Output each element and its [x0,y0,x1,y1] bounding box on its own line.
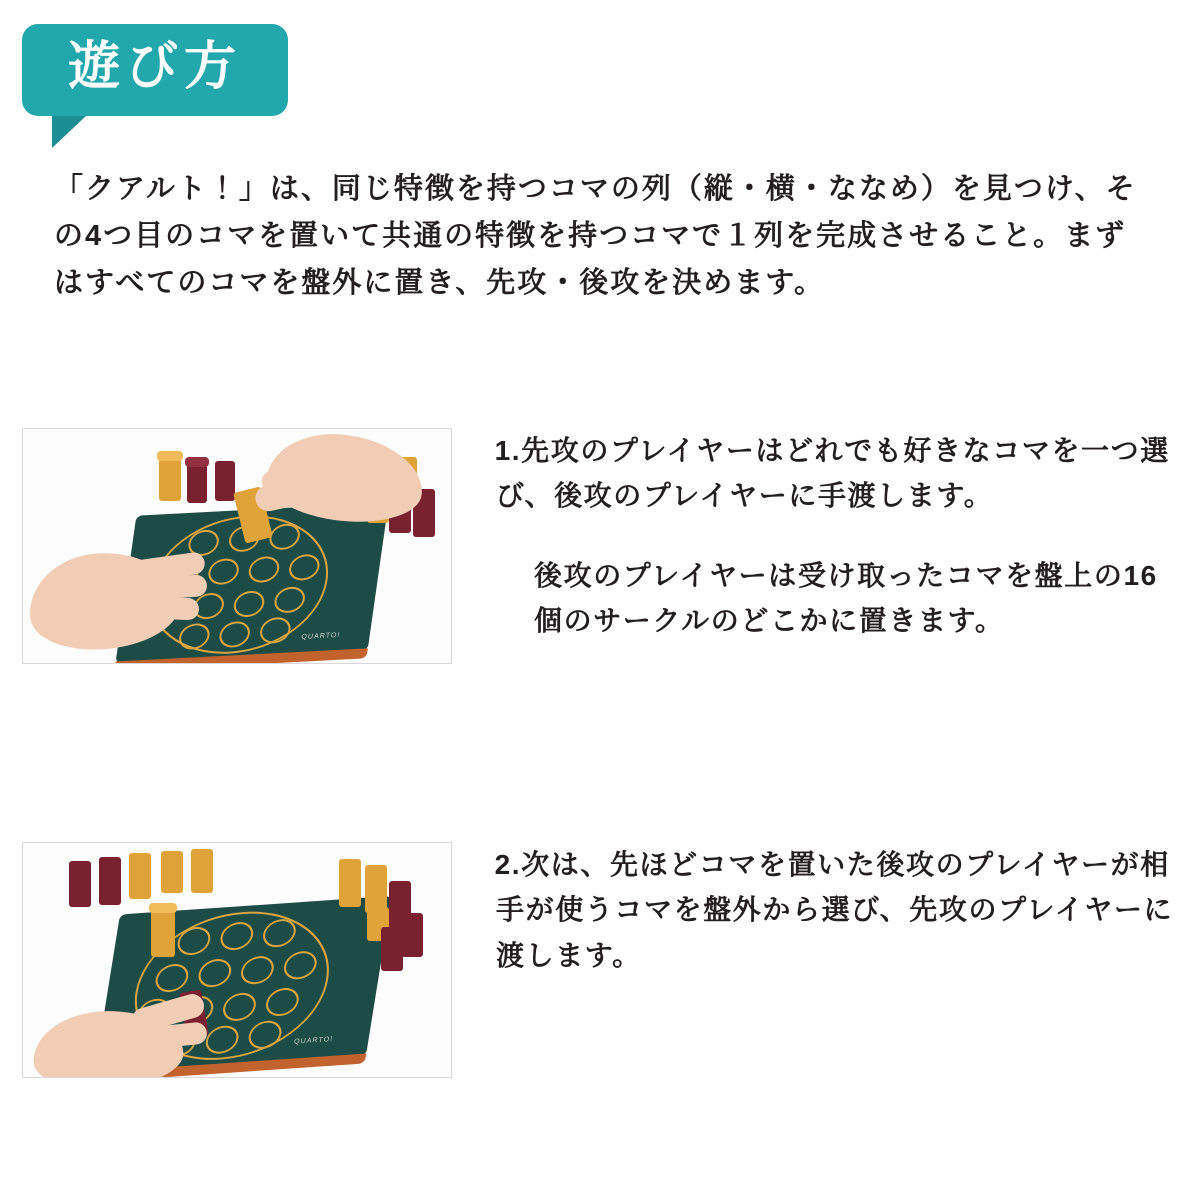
step-1 [22,428,1182,664]
game-piece-top [149,903,177,913]
game-piece [381,927,403,971]
game-piece-on-board [151,909,175,957]
game-piece [161,851,183,893]
heading-label: 遊び方 [22,24,288,116]
game-piece [401,913,423,957]
game-piece [191,849,213,893]
step-2-number: 2. [494,849,522,880]
game-piece [339,859,361,907]
game-piece [365,865,387,913]
game-piece [187,463,207,503]
game-piece [215,461,235,501]
heading-tail-decoration [52,116,86,148]
game-piece [129,853,151,899]
step-2 [22,842,1182,1078]
photo-scene-2 [23,843,451,1077]
step-1-paragraph-2: 後攻のプレイヤーは受け取ったコマを盤上の16個のサークルのどこかに置きます。 [534,559,1158,637]
step-2-text [496,842,1176,978]
step-1-paragraph-1 [496,428,1176,519]
step-2-body-1: 次は、先ほどコマを置いた後攻のプレイヤーが相手が使うコマを盤外から選び、先攻のプレイヤーに渡します。 [496,849,1174,971]
game-piece-top [185,457,209,467]
step-1-body-1: 先攻のプレイヤーはどれでも好きなコマを一つ選び、後攻のプレイヤーに手渡します。 [496,435,1170,512]
step-1-number: 1. [494,435,522,466]
step-1-photo [22,428,452,664]
game-piece [69,861,91,907]
finger [121,596,200,621]
board-logo: QUARTO! [293,1035,334,1046]
board-logo: QUARTO! [300,631,341,641]
intro-paragraph: 「クアルト！」は、同じ特徴を持つコマの列（縦・横・ななめ）を見つけ、その4つ目のコマを置いて共通の特徴を持つコマで１列を完成させること。まずはすべてのコマを盤外に置き、先攻・後攻を決めます。 [54,173,1137,299]
game-piece [99,857,121,905]
photo-scene-1 [23,429,451,663]
game-piece [159,457,181,501]
step-2-photo [22,842,452,1078]
step-2-paragraph-1 [496,842,1176,978]
step-1-text [496,428,1176,643]
game-piece-top [157,451,183,461]
section-heading [22,24,288,148]
